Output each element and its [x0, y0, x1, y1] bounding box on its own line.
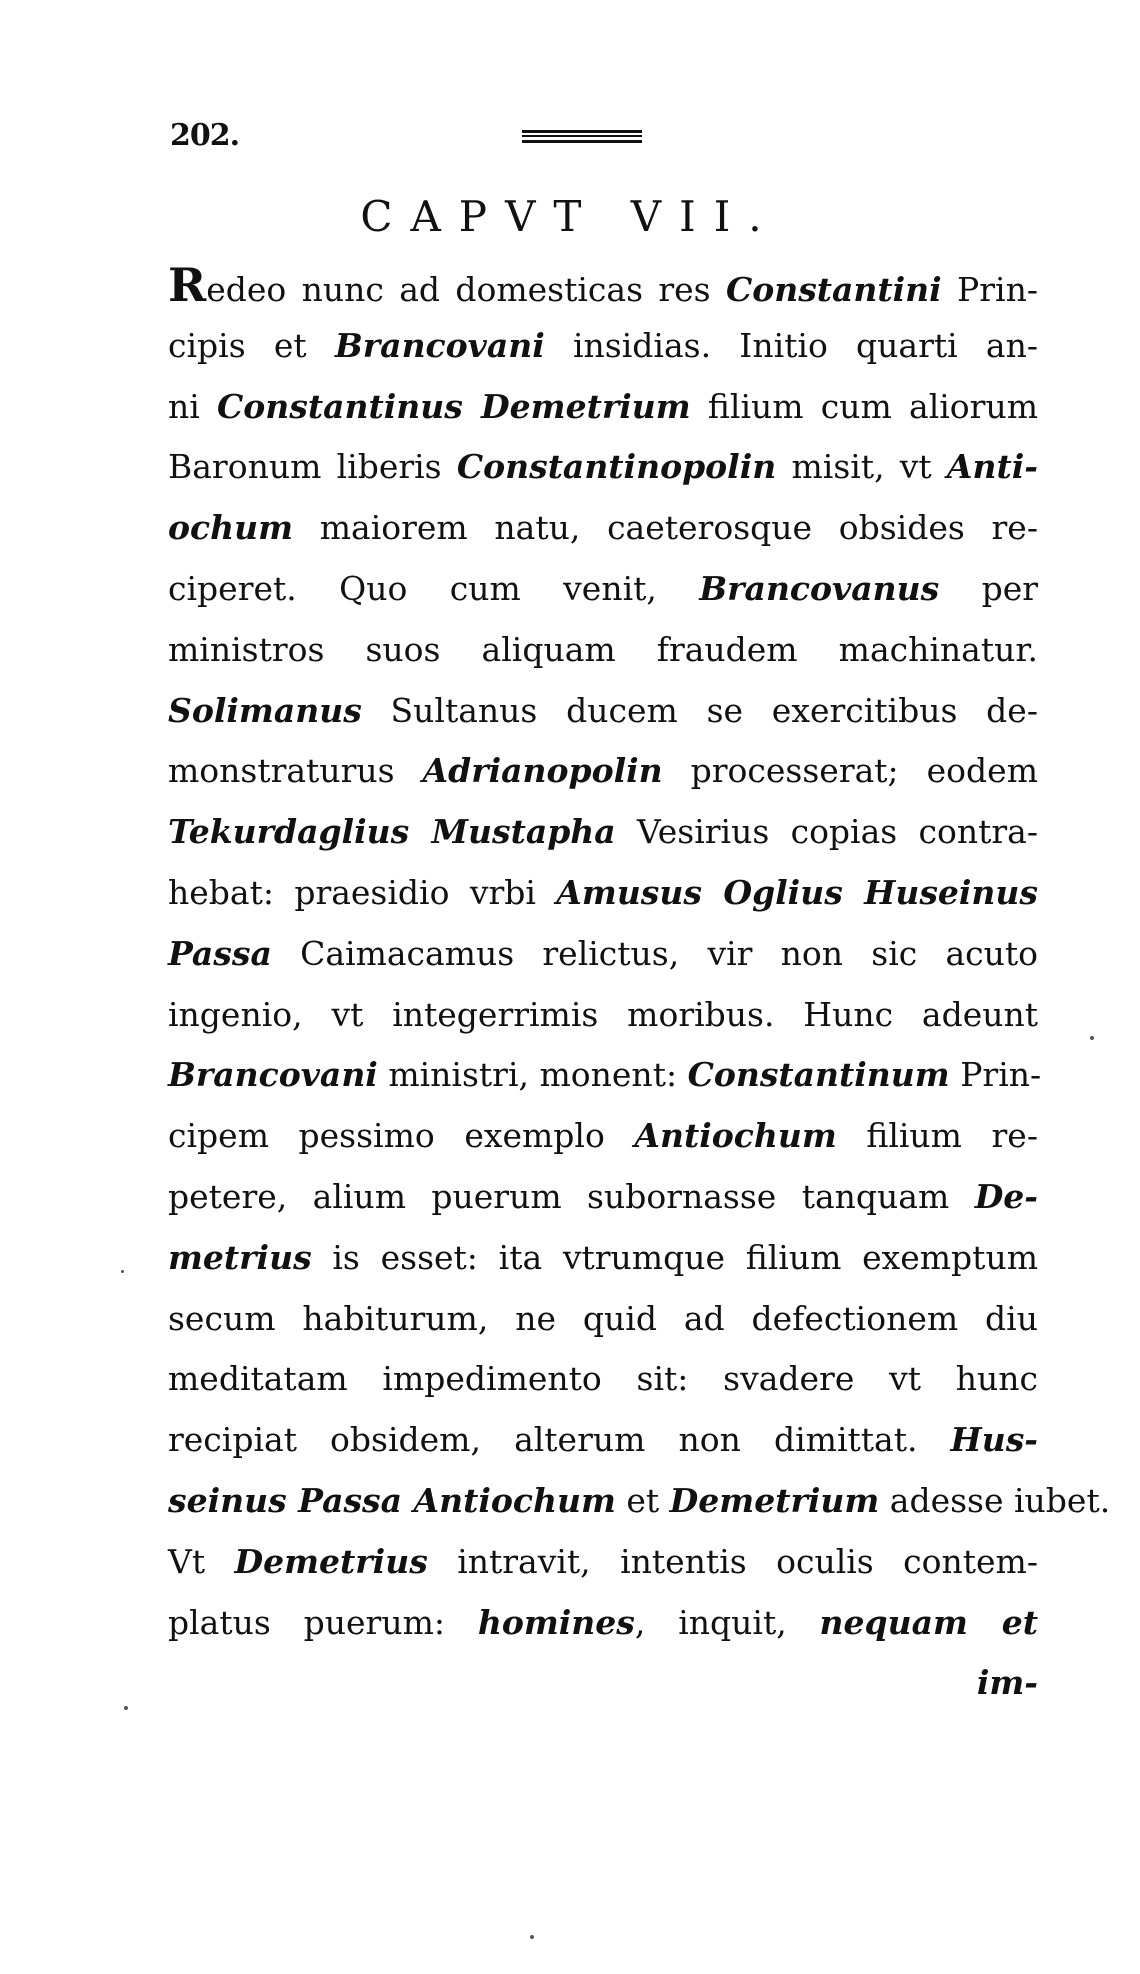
italic-name: Brancovani: [168, 1055, 378, 1095]
scan-speck: [1090, 1036, 1094, 1040]
text-run: Caimacamus relictus, vir non sic acuto: [271, 933, 1038, 973]
text-run: filium cum aliorum: [690, 386, 1038, 426]
header-rule-ornament: [522, 130, 642, 144]
text-run: is esset: ita vtrumque filium exemptum: [311, 1237, 1038, 1277]
text-run: processerat; eodem: [662, 751, 1038, 791]
scan-speck: [530, 1935, 534, 1939]
text-run: ministros suos aliquam fraudem machinatur.: [168, 629, 1038, 669]
italic-name: Adrianopolin: [422, 751, 663, 791]
scan-speck: [121, 1270, 124, 1273]
text-line: [168, 377, 1038, 438]
italic-name: metrius: [168, 1237, 312, 1277]
italic-name: Demetrium: [669, 1480, 880, 1520]
page-number: 202.: [170, 118, 240, 153]
text-run: Sultanus ducem se exercitibus de-: [361, 690, 1038, 730]
text-line: [168, 1228, 1038, 1289]
text-line: [168, 1653, 1038, 1714]
text-run: , inquit,: [634, 1602, 820, 1642]
text-line: [168, 1593, 1038, 1654]
text-line: [168, 863, 1038, 924]
text-run: secum habiturum, ne quid ad defectionem diu: [168, 1298, 1038, 1338]
text-line: [168, 1045, 1042, 1106]
text-run: adesse iubet.: [879, 1480, 1111, 1520]
text-line: [168, 1349, 1038, 1410]
italic-name: nequam et: [819, 1602, 1038, 1642]
text-line: [168, 681, 1038, 742]
text-run: Baronum liberis: [168, 447, 457, 487]
text-run: monstraturus: [168, 751, 423, 791]
italic-name: Tekurdaglius Mustapha: [168, 812, 616, 852]
italic-name: Constantinus Demetrium: [217, 386, 691, 426]
text-run: Vesirius copias contra-: [615, 812, 1038, 852]
initial-letter: R: [168, 258, 207, 312]
text-line: [168, 1410, 1038, 1471]
italic-name: Constantini: [725, 270, 942, 309]
text-line: [168, 316, 1038, 377]
text-run: maiorem natu, caeterosque obsides re-: [293, 508, 1038, 548]
italic-name: Demetrius: [234, 1541, 428, 1581]
body-text: [168, 255, 1111, 1714]
italic-name: ochum: [168, 508, 294, 548]
text-line: [168, 255, 1038, 316]
text-run: petere, alium puerum subornasse tanquam: [168, 1176, 975, 1216]
text-run: per: [939, 568, 1038, 608]
text-line: [168, 741, 1038, 802]
text-line: [168, 559, 1038, 620]
italic-name: Passa: [168, 933, 272, 973]
italic-name: Anti-: [946, 447, 1038, 487]
text-run: Prin-: [941, 270, 1038, 309]
text-run: ingenio, vt integerrimis moribus. Hunc adeunt: [168, 994, 1038, 1034]
italic-name: homines: [477, 1602, 635, 1642]
text-line: [168, 1167, 1038, 1228]
text-run: meditatam impedimento sit: svadere vt hunc: [168, 1359, 1038, 1399]
italic-name: Hus-: [950, 1420, 1038, 1460]
text-run: ministri, monent:: [377, 1055, 688, 1095]
text-run: hebat: praesidio vrbi: [168, 872, 557, 912]
text-run: recipiat obsidem, alterum non dimittat.: [168, 1420, 951, 1460]
italic-name: Constantinum: [687, 1055, 950, 1095]
text-line: [168, 1106, 1038, 1167]
text-run: edeo nunc ad domesticas res: [206, 270, 726, 309]
italic-name: Brancovanus: [699, 568, 940, 608]
italic-name: Solimanus: [168, 690, 362, 730]
text-line: [168, 1532, 1038, 1593]
text-line: [168, 985, 1038, 1046]
text-line: [168, 498, 1038, 559]
text-line: [168, 437, 1038, 498]
text-line: [168, 1471, 1111, 1532]
italic-name: Amusus Oglius Huseinus: [556, 872, 1038, 912]
text-line: [168, 620, 1038, 681]
text-run: filium re-: [836, 1116, 1038, 1156]
text-line: [168, 1289, 1038, 1350]
italic-name: Antiochum: [634, 1116, 837, 1156]
text-run: ni: [168, 386, 218, 426]
text-run: intravit, intentis oculis contem-: [427, 1541, 1038, 1581]
italic-name: Constantinopolin: [456, 447, 777, 487]
italic-name: seinus Passa Antiochum: [168, 1480, 616, 1520]
text-line: [168, 802, 1038, 863]
text-run: Prin-: [949, 1055, 1042, 1095]
text-run: Vt: [168, 1541, 235, 1581]
scan-speck: [124, 1706, 128, 1710]
italic-name: De-: [974, 1176, 1038, 1216]
italic-name: im-: [976, 1663, 1038, 1703]
text-run: cipis et: [168, 325, 335, 365]
text-run: misit, vt: [776, 447, 947, 487]
text-run: ciperet. Quo cum venit,: [168, 568, 700, 608]
text-run: cipem pessimo exemplo: [168, 1116, 635, 1156]
italic-name: Brancovani: [334, 325, 545, 365]
text-run: et: [615, 1480, 670, 1520]
text-line: [168, 924, 1038, 985]
text-run: platus puerum:: [168, 1602, 478, 1642]
chapter-heading: CAPVT VII.: [360, 192, 780, 241]
text-run: insidias. Initio quarti an-: [544, 325, 1038, 365]
